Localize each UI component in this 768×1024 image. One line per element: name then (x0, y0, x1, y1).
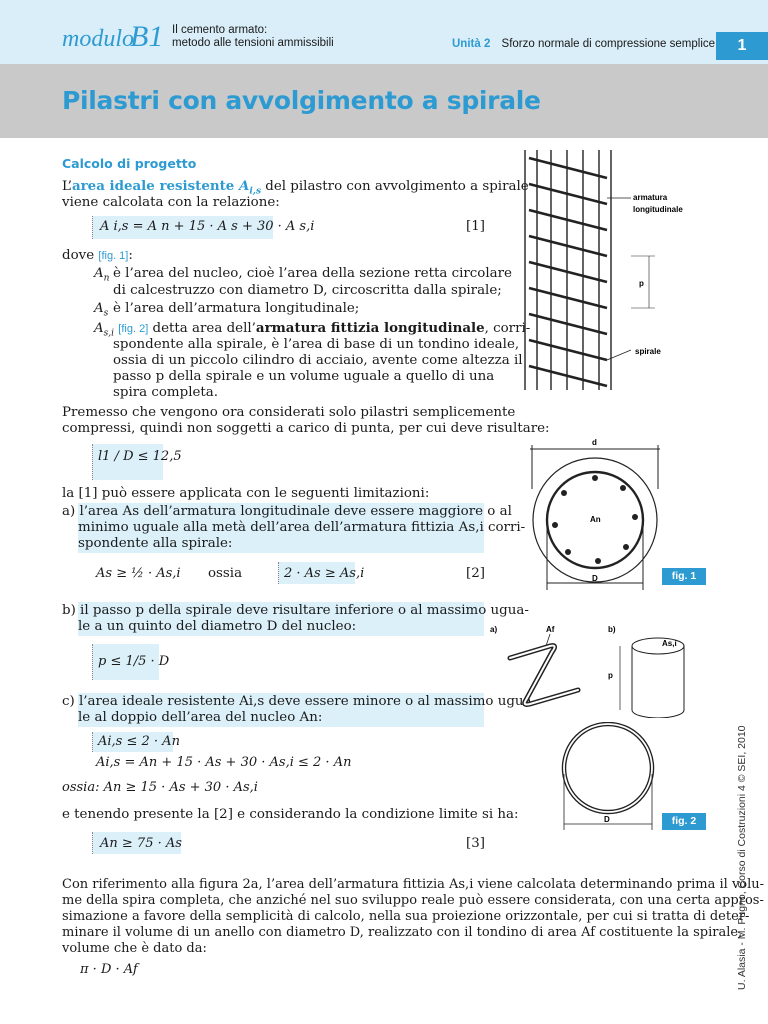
label-d: d (592, 438, 597, 447)
equation-c3: ossia: An ≥ 15 · As + 30 · As,i (62, 780, 258, 795)
as-symbol: $A_s$ (94, 301, 109, 319)
asi-text-c: , corri- (484, 321, 531, 336)
final-line-3: simazione a favore della semplicità di calcolo, nella sua proiezione orizzontale, per cui si tratta di deter- (62, 909, 750, 924)
ossia-word: ossia (208, 566, 243, 581)
an-desc-1: è l’area del nucleo, cioè l’area della sezione retta circolare (113, 266, 512, 281)
module-word: modulo (62, 26, 134, 52)
intro-text-c: A (234, 178, 250, 194)
equation-c2: Ai,s = An + 15 · As + 30 · As,i ≤ 2 · An (96, 755, 352, 770)
premise-line-2: compressi, quindi non soggetti a carico di punta, per cui deve risultare: (62, 421, 550, 436)
final-line-5: volume che è dato da: (62, 941, 207, 956)
cond-a-line-2: minimo uguale alla metà dell’area dell’armatura fittizia As,i corri- (78, 520, 526, 535)
final-line-4: minare il volume di un anello con diametro D, realizzato con il tondino di area Af costituente la spirale, (62, 925, 743, 940)
intro-text-e: del pilastro con avvolgimento a spirale (261, 179, 529, 194)
cond-b-line-1: b) il passo p della spirale deve risultare inferiore o al massimo ugua- (62, 603, 529, 618)
cond-a-line-1: a) l’area As dell’armatura longitudinale deve essere maggiore o al (62, 504, 512, 519)
equation-2-left: As ≥ ½ · As,i (96, 566, 181, 581)
module-code: B1 (130, 20, 164, 53)
limitations-line: la [1] può essere applicata con le seguenti limitazioni: (62, 486, 430, 501)
module-title (172, 24, 334, 50)
page-title: Pilastri con avvolgimento a spirale (62, 86, 541, 115)
label-a: a) (490, 625, 498, 634)
intro-text-d: i,s (249, 186, 262, 197)
unit-title: Sforzo normale di compressione semplice (501, 38, 716, 50)
an-symbol: $A_n$ (94, 266, 110, 284)
equation-2-right: 2 · As ≥ As,i (284, 566, 365, 581)
label-af: Af (546, 625, 555, 634)
label-longitudinale: longitudinale (633, 205, 683, 214)
fig1-ref: [fig. 1] (98, 250, 129, 262)
figure-2-elements (490, 618, 720, 718)
figure-1-column-elevation (515, 150, 715, 400)
fig2-label: fig. 2 (662, 813, 706, 830)
label-spirale: spirale (635, 347, 661, 356)
final-line-1: Con riferimento alla figura 2a, l’area dell’armatura fittizia As,i viene calcolata determinando prima il volu- (62, 877, 765, 892)
label-p-2: p (608, 671, 613, 680)
cond-a-line-3: spondente alla spirale: (78, 536, 233, 551)
asi-line-1: $A_{s,i}$ [fig. 2] detta area dell’armatura fittizia longitudinale, corri- (94, 320, 531, 339)
label-p: p (639, 279, 644, 288)
premise-line-1: Premesso che vengono ora considerati solo pilastri semplicemente (62, 405, 516, 420)
label-b: b) (608, 625, 616, 634)
fig2-ref: [fig. 2] (118, 323, 149, 335)
intro-text-b: area ideale resistente (71, 178, 235, 194)
figure-1-cross-section (520, 425, 720, 590)
equation-1: A i,s = A n + 15 · A s + 30 · A s,i (100, 219, 315, 234)
label-D-2: D (604, 815, 610, 824)
tenendo-line: e tenendo presente la [2] e considerando la condizione limite si ha: (62, 807, 519, 822)
figure-2-ring (550, 722, 670, 832)
asi-text-b: armatura fittizia longitudinale (255, 320, 485, 336)
as-desc: è l’area dell’armatura longitudinale; (113, 301, 360, 316)
equation-final: π · D · Af (80, 962, 138, 977)
dove-line: dove [fig. 1]: (62, 248, 133, 263)
asi-line-2: spondente alla spirale, è l’area di base di un tondino ideale, (113, 337, 520, 352)
label-D-1: D (592, 574, 598, 583)
equation-3-number: [3] (466, 836, 485, 851)
unit-heading (452, 38, 715, 50)
equation-b: p ≤ 1/5 · D (98, 654, 170, 669)
final-line-2: me della spira completa, che anziché nel suo sviluppo reale può essere considerata, con una certa appros- (62, 893, 764, 908)
copyright-credit: U. Alasia - M. Pugno, Corso di Costruzioni 4 © SEI, 2010 (736, 725, 748, 990)
asi-text-a: detta area dell’ (148, 321, 256, 336)
label-armatura: armatura (633, 193, 668, 202)
equation-c1: Ai,s ≤ 2 · An (98, 734, 180, 749)
fig1-label: fig. 1 (662, 568, 706, 585)
page-number: 1 (716, 32, 768, 60)
equation-3: An ≥ 75 · As (100, 836, 182, 851)
equation-l: l1 / D ≤ 12,5 (98, 449, 182, 464)
section-heading: Calcolo di progetto (62, 156, 197, 171)
cond-b-line-2: le a un quinto del diametro D del nucleo: (78, 619, 357, 634)
label-an: An (590, 515, 601, 524)
module-title-line-2: metodo alle tensioni ammissibili (172, 37, 334, 49)
intro-text-a: L’ (62, 179, 72, 194)
equation-1-number: [1] (466, 219, 485, 234)
unit-label: Unità 2 (452, 38, 491, 50)
asi-line-5: spira completa. (113, 385, 219, 400)
intro-line-2: viene calcolata con la relazione: (62, 195, 280, 210)
cond-c-line-1: c) l’area ideale resistente Ai,s deve essere minore o al massimo ugua- (62, 694, 537, 709)
asi-line-3: ossia di un piccolo cilindro di acciaio, avente come altezza il (113, 353, 523, 368)
label-asi: As,i (662, 639, 677, 648)
equation-2-number: [2] (466, 566, 485, 581)
module-title-line-1: Il cemento armato: (172, 24, 268, 36)
cond-c-line-2: le al doppio dell’area del nucleo An: (78, 710, 323, 725)
an-desc-2: di calcestruzzo con diametro D, circoscritta dalla spirale; (113, 283, 502, 298)
dove-text: dove (62, 248, 95, 263)
asi-line-4: passo p della spirale e un volume uguale a quello di una (113, 369, 495, 384)
